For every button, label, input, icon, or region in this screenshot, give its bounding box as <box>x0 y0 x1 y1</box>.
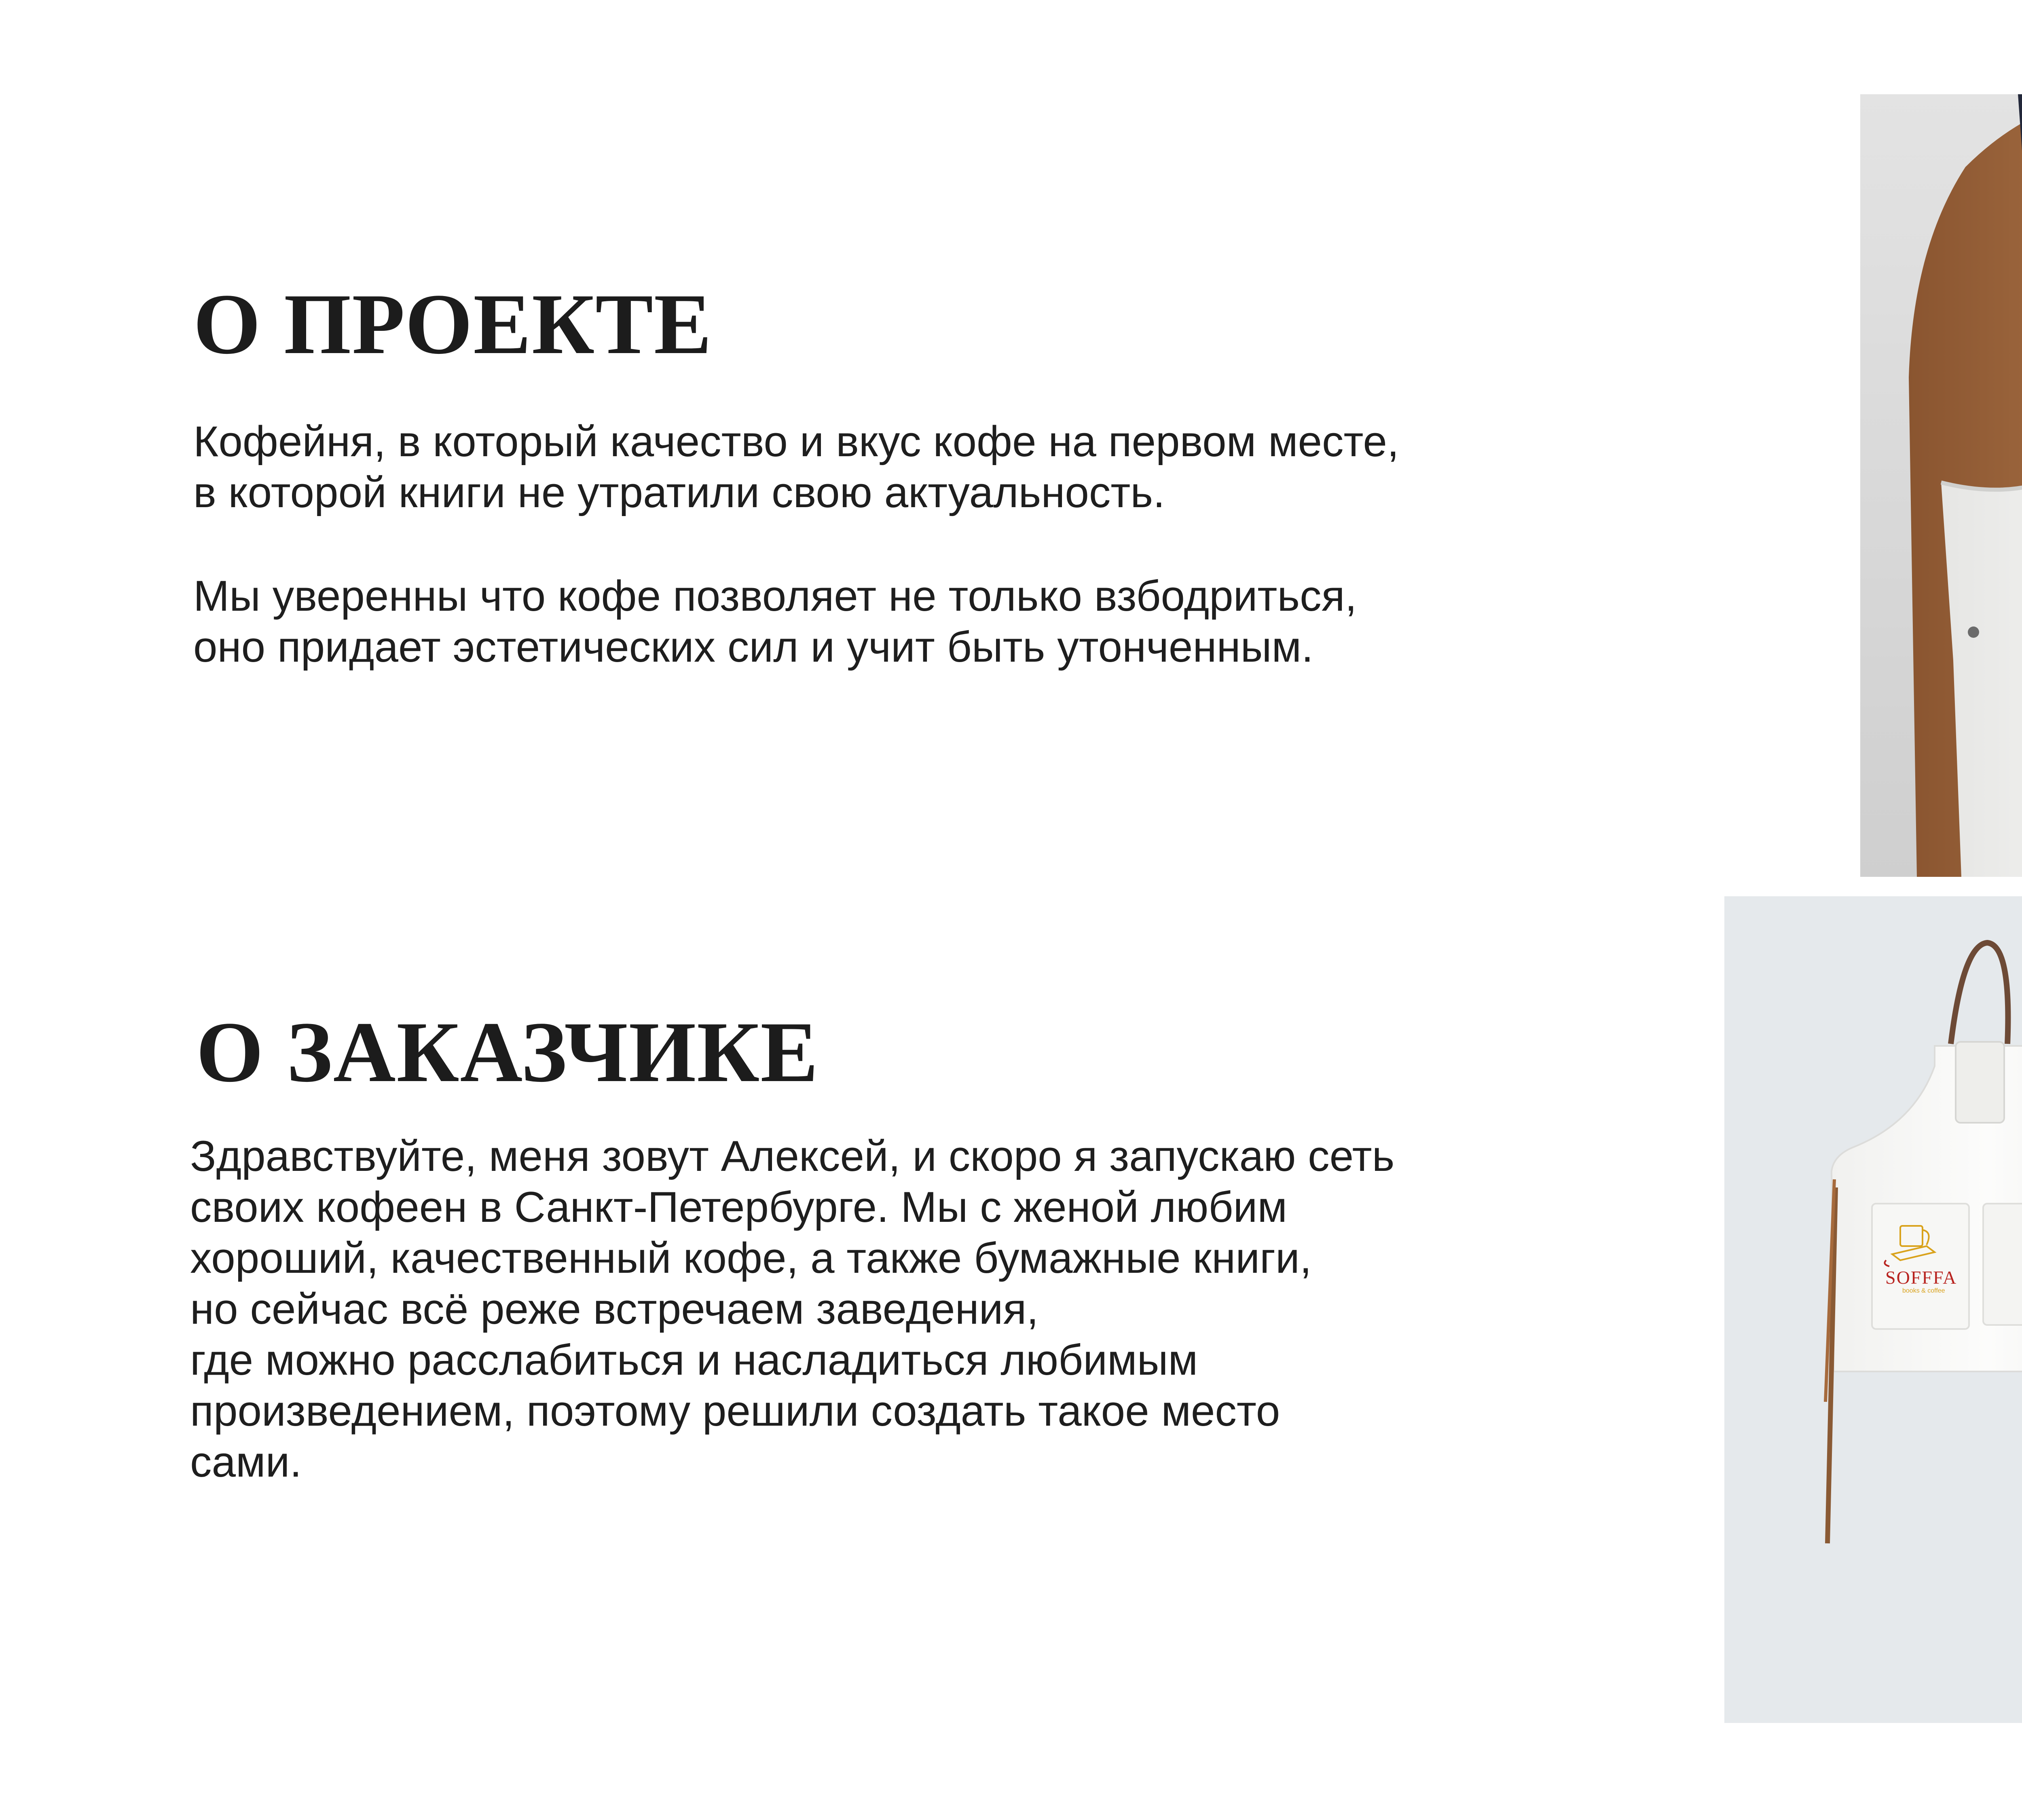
about-client-title: О ЗАКАЗЧИКЕ <box>196 1004 819 1100</box>
hanging-apron-illustration <box>1724 896 2022 1723</box>
svg-text:books & coffee: books & coffee <box>1902 1287 1945 1294</box>
text-line: где можно расслабиться и насладиться любимым <box>190 1335 1198 1384</box>
text-line: Здравствуйте, меня зовут Алексей, и скоро я запускаю сеть <box>190 1132 1395 1180</box>
text-line: Мы уверенны что кофе позволяет не только взбодриться, <box>193 571 1357 620</box>
text-line: хороший, качественный кофе, а также бумажные книги, <box>190 1234 1312 1282</box>
overalls-apron-photo <box>1860 94 2022 877</box>
about-client-paragraph <box>190 1130 1394 1487</box>
overalls-apron-illustration <box>1860 94 2022 877</box>
text-line: в которой книги не утратили свою актуальность. <box>193 468 1165 516</box>
hanging-apron-photo <box>1724 896 2022 1723</box>
text-line: но сейчас всё реже встречаем заведения, <box>190 1285 1039 1333</box>
text-line: своих кофеен в Санкт-Петербурге. Мы с женой любим <box>190 1183 1287 1231</box>
text-line: Кофейня, в который качество и вкус кофе на первом месте, <box>193 417 1399 466</box>
text-line: оно придает эстетических сил и учит быть утонченным. <box>193 622 1313 671</box>
svg-text:SOFFFA: SOFFFA <box>1885 1267 1957 1288</box>
about-project-paragraph-1 <box>193 416 1399 518</box>
about-project-paragraph-2 <box>193 570 1357 672</box>
text-line: произведением, поэтому решили создать такое место <box>190 1386 1280 1435</box>
about-project-title: О ПРОЕКТЕ <box>193 276 713 372</box>
text-line: сами. <box>190 1437 302 1486</box>
